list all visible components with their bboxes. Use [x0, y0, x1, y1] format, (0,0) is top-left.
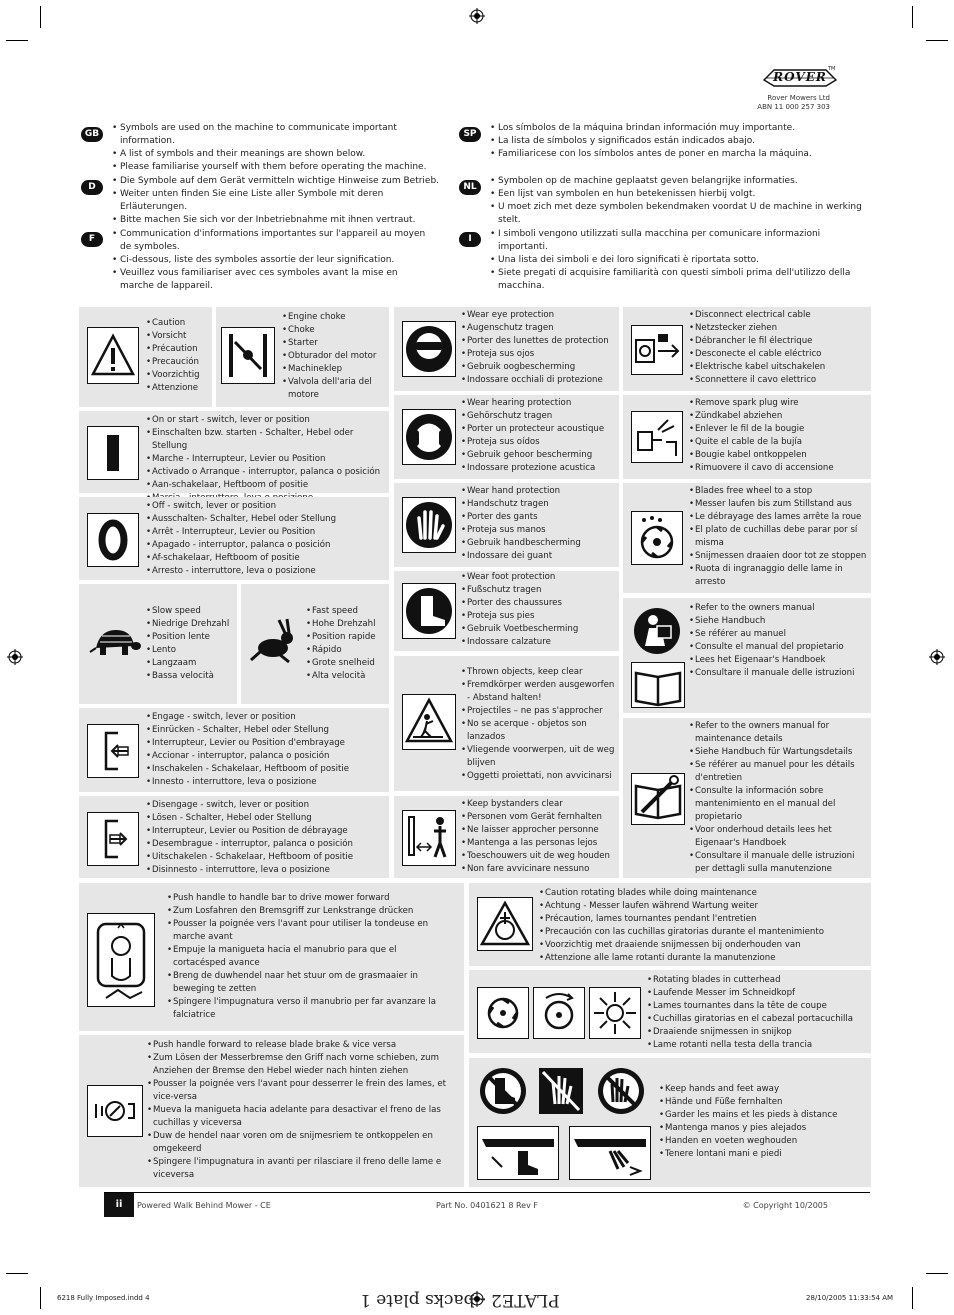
- rabbit-icon: [245, 616, 301, 668]
- symbol-text: • Ausschalten- Schalter, Hebel oder Stellung: [146, 513, 389, 526]
- symbol-text: • Refer to the owners manual for maintenance details: [689, 720, 871, 746]
- symbol-rotating-maintenance: [469, 883, 871, 966]
- boot-icon: [402, 583, 456, 639]
- page-number: ii: [104, 1193, 134, 1217]
- symbol-text: • Disconnect electrical cable: [689, 309, 871, 322]
- blades-free-list: [689, 485, 871, 589]
- symbol-text: • Proteja sus pies: [461, 610, 619, 623]
- disconnect-list: [689, 309, 871, 387]
- symbol-text: • Fast speed: [306, 605, 389, 618]
- intro-item: • Een lijst van symbolen en hun betekenissen hierbij volgt.: [490, 188, 880, 201]
- rover-logo: [762, 66, 838, 88]
- intro-item: • Los símbolos de la máquina brindan información muy importante.: [490, 122, 875, 135]
- symbol-text: • Lames tournantes dans la tête de coupe: [647, 1000, 871, 1013]
- symbol-text: • Lento: [146, 644, 237, 657]
- symbol-text: • Porter des chaussures: [461, 597, 619, 610]
- off-switch-icon: [87, 513, 139, 567]
- symbol-text: • Proteja sus oídos: [461, 436, 619, 449]
- symbol-text: • Quite el cable de la bujía: [689, 436, 871, 449]
- symbol-text: • Augenschutz tragen: [461, 322, 619, 335]
- symbol-slow: [79, 584, 237, 704]
- symbol-text: • Aan-schakelaar, Heftboom of positie: [146, 479, 389, 492]
- plate-label: PLATE2 - backs plate 1: [360, 1290, 560, 1310]
- disconnect-plug-icon: [631, 325, 683, 375]
- spark-plug-icon: [631, 411, 683, 463]
- symbol-text: • El plato de cuchillas debe parar por sí misma: [689, 524, 871, 550]
- symbol-text: • Caution: [146, 317, 212, 330]
- footer-copyright: © Copyright 10/2005: [742, 1201, 828, 1210]
- blade-freewheel-icon: [631, 511, 683, 565]
- maintenance-manual-icon: [631, 773, 685, 825]
- fast-list: [306, 605, 389, 683]
- symbol-text: • Oggetti proiettati, non avvicinarsi: [461, 770, 619, 783]
- intro-gb: [112, 122, 447, 174]
- footer-part-number: Part No. 0401621 8 Rev F: [436, 1201, 538, 1210]
- symbol-text: • Hände und Füße fernhalten: [659, 1096, 871, 1109]
- symbol-text: • Indossare dei guant: [461, 550, 619, 563]
- bystander-icon: [402, 810, 456, 866]
- bystanders-list: [461, 798, 619, 876]
- symbol-eye-protection: [394, 307, 619, 391]
- symbol-text: • Enlever le fil de la bougie: [689, 423, 871, 436]
- company-name: Rover Mowers Ltd: [767, 94, 830, 102]
- foot-list: [461, 571, 619, 649]
- symbol-text: • Snijmessen draaien door tot ze stoppen: [689, 550, 871, 563]
- symbol-maintenance-manual: [623, 718, 871, 878]
- symbol-text: • Handschutz tragen: [461, 498, 619, 511]
- symbol-text: • Interrupteur, Levier ou Position de débrayage: [146, 825, 389, 838]
- symbol-text: • Keep bystanders clear: [461, 798, 619, 811]
- symbol-blades-free-wheel: [623, 483, 871, 593]
- symbol-text: • Keep hands and feet away: [659, 1083, 871, 1096]
- symbol-text: • Disinnesto - interruttore, leva o posizione: [146, 864, 389, 877]
- symbol-blade-brake: [79, 1035, 464, 1187]
- hearing-list: [461, 397, 619, 475]
- symbol-hearing-protection: [394, 395, 619, 479]
- symbol-text: • Position lente: [146, 631, 237, 644]
- intro-item: • Die Symbole auf dem Gerät vermitteln wichtige Hinweise zum Betrieb.: [112, 175, 447, 188]
- symbol-text: • Langzaam: [146, 657, 237, 670]
- push-forward-list: [167, 892, 452, 1022]
- symbol-choke: [216, 307, 389, 407]
- lang-badge-gb: GB: [81, 127, 103, 142]
- symbol-text: • Wear eye protection: [461, 309, 619, 322]
- symbol-text: • Zum Losfahren den Bremsgriff zur Lenkstrange drücken: [167, 905, 452, 918]
- symbol-text: • Machineklep: [282, 363, 389, 376]
- symbol-text: • Le débrayage des lames arrête la roue: [689, 511, 871, 524]
- symbol-text: • Précaution: [146, 343, 212, 356]
- symbol-text: • Indossare calzature: [461, 636, 619, 649]
- company-abn: ABN 11 000 257 303: [757, 103, 830, 111]
- symbol-text: • Zündkabel abziehen: [689, 410, 871, 423]
- foot-under-deck-icon: [477, 1126, 559, 1180]
- symbol-text: • Consultare il manuale delle istruzioni: [689, 667, 871, 680]
- lang-badge-i: I: [459, 232, 481, 247]
- symbol-text: • Mueva la manigueta hacia adelante para desactivar el freno de las cuchillas y viceversa: [147, 1104, 452, 1130]
- intro-item: • Please familiarise yourself with them before operating the machine.: [112, 161, 447, 174]
- off-list: [146, 500, 389, 578]
- symbol-text: • Breng de duwhendel naar het stuur om de grasmaaier in beweging te zetten: [167, 970, 452, 996]
- symbol-text: • Fremdkörper werden ausgeworfen - Abstand halten!: [461, 679, 619, 705]
- engage-list: [146, 711, 389, 789]
- footer-title: Powered Walk Behind Mower - CE: [137, 1201, 271, 1210]
- thrown-objects-icon: [402, 694, 456, 750]
- symbol-text: • Consulte la información sobre mantenimiento en el manual del propietario: [689, 785, 871, 824]
- crop-mark: [912, 1287, 913, 1309]
- symbol-text: • Arrêt - Interrupteur, Levier ou Position: [146, 526, 389, 539]
- registration-mark-icon: [469, 8, 485, 24]
- intro-item: • Weiter unten finden Sie eine Liste aller Symbole mit deren Erläuterungen.: [112, 188, 447, 214]
- symbol-text: • Af-schakelaar, Heftboom of positie: [146, 552, 389, 565]
- symbol-text: • Disengage - switch, lever or position: [146, 799, 389, 812]
- symbol-text: • Inschakelen - Schakelaar, Heftboom of positie: [146, 763, 389, 776]
- symbol-text: • Marche - Interrupteur, Levier ou Position: [146, 453, 389, 466]
- symbol-text: • Attenzione: [146, 382, 212, 395]
- registration-mark-icon: [929, 649, 945, 665]
- no-hands-icon: [535, 1064, 587, 1118]
- intro-item: • Symbols are used on the machine to communicate important information.: [112, 122, 447, 148]
- symbol-text: • Blades free wheel to a stop: [689, 485, 871, 498]
- intro-item: • A list of symbols and their meanings are shown below.: [112, 148, 447, 161]
- symbol-text: • Arresto - interruttore, leva o posizione: [146, 565, 389, 578]
- read-manual-icon: [631, 606, 683, 656]
- intro-item: • I simboli vengono utilizzati sulla macchina per comunicare informazioni importanti.: [490, 228, 865, 254]
- symbol-text: • Pousser la poignée vers l'avant pour desserrer le frein des lames, et vice-versa: [147, 1078, 452, 1104]
- intro-item: • Bitte machen Sie sich vor der Inbetriebnahme mit ihnen vertraut.: [112, 214, 447, 227]
- hand-under-deck-icon: [569, 1126, 651, 1180]
- symbol-text: • Engage - switch, lever or position: [146, 711, 389, 724]
- symbol-text: • Messer laufen bis zum Stillstand aus: [689, 498, 871, 511]
- symbol-text: • Bougie kabel ontkoppelen: [689, 449, 871, 462]
- symbol-text: • Voor onderhoud details lees het Eigenaar's Handboek: [689, 824, 871, 850]
- intro-i: [490, 228, 865, 293]
- symbol-text: • Ruota di ingranaggio delle lame in arresto: [689, 563, 871, 589]
- symbol-text: • Starter: [282, 337, 389, 350]
- intro-item: • Communication d'informations importantes sur l'appareil au moyen de symboles.: [112, 228, 432, 254]
- symbol-text: • Ne laisser approcher personne: [461, 824, 619, 837]
- symbol-text: • Laufende Messer im Schneidkopf: [647, 987, 871, 1000]
- eye-list: [461, 309, 619, 387]
- intro-item: • Familiaricese con los símbolos antes de poner en marcha la máquina.: [490, 148, 875, 161]
- symbol-text: • Sconnettere il cavo elettrico: [689, 374, 871, 387]
- symbol-text: • Cuchillas giratorias en el cabezal portacuchilla: [647, 1013, 871, 1026]
- crop-mark: [926, 40, 948, 41]
- blade-brake-icon: [87, 1085, 143, 1137]
- slow-list: [146, 605, 237, 683]
- no-touch-icon: [595, 1064, 647, 1118]
- choke-list: [282, 311, 389, 402]
- symbol-text: • Proteja sus manos: [461, 524, 619, 537]
- symbol-text: • Porter des gants: [461, 511, 619, 524]
- hearing-protection-icon: [402, 409, 456, 465]
- intro-item: • La lista de símbolos y significados están indicados abajo.: [490, 135, 875, 148]
- spark-list: [689, 397, 871, 475]
- crop-mark: [6, 40, 28, 41]
- on-switch-icon: [87, 426, 139, 480]
- symbol-text: • Projectiles – ne pas s'approcher: [461, 705, 619, 718]
- symbol-text: • Duw de hendel naar voren om de snijmesriem te ontkoppelen en omgekeerd: [147, 1130, 452, 1156]
- company-info: [730, 94, 830, 112]
- symbol-text: • Engine choke: [282, 311, 389, 324]
- symbol-text: • Innesto - interruttore, leva o posizione: [146, 776, 389, 789]
- symbol-text: • Indossare protezione acustica: [461, 462, 619, 475]
- symbol-text: • Precaución con las cuchillas giratorias durante el mantenimiento: [539, 926, 871, 939]
- intro-item: • Siete pregati di acquisire familiarità con questi simboli prima dell'utilizzo della macchina.: [490, 267, 865, 293]
- symbol-text: • Siehe Handbuch: [689, 615, 871, 628]
- crop-mark: [926, 1273, 948, 1274]
- symbol-text: • Mantenga manos y pies alejados: [659, 1122, 871, 1135]
- symbol-owners-manual: [623, 598, 871, 713]
- rotating-maint-list: [539, 887, 871, 965]
- symbol-text: • Garder les mains et les pieds à distance: [659, 1109, 871, 1122]
- symbol-text: • Einrücken - Schalter, Hebel oder Stellung: [146, 724, 389, 737]
- intro-sp: [490, 122, 875, 161]
- symbol-text: • Rápido: [306, 644, 389, 657]
- symbol-text: • Achtung - Messer laufen während Wartung weiter: [539, 900, 871, 913]
- symbol-foot-protection: [394, 571, 619, 651]
- symbol-text: • Spingere l'impugnatura verso il manubrio per far avanzare la falciatrice: [167, 996, 452, 1022]
- symbol-text: • Obturador del motor: [282, 350, 389, 363]
- eye-protection-icon: [402, 321, 456, 377]
- lang-badge-d: D: [81, 180, 103, 195]
- glove-icon: [402, 497, 456, 553]
- symbol-text: • Push handle forward to release blade brake & vice versa: [147, 1039, 452, 1052]
- crop-mark: [40, 1287, 41, 1309]
- symbol-text: • Wear hand protection: [461, 485, 619, 498]
- symbol-text: • Wear foot protection: [461, 571, 619, 584]
- symbol-text: • Elektrische kabel uitschakelen: [689, 361, 871, 374]
- symbol-text: • Wear hearing protection: [461, 397, 619, 410]
- registration-mark-icon: [7, 649, 23, 665]
- intro-item: • Ci-dessous, liste des symboles assortie der leur signification.: [112, 254, 432, 267]
- intro-nl: [490, 175, 880, 227]
- symbol-text: • Einschalten bzw. starten - Schalter, Hebel oder Stellung: [146, 427, 389, 453]
- symbol-text: • Caution rotating blades while doing maintenance: [539, 887, 871, 900]
- cutterhead-icon: [477, 987, 529, 1039]
- symbol-text: • Remove spark plug wire: [689, 397, 871, 410]
- symbol-text: • Attenzione alle lame rotanti durante la manutenzione: [539, 952, 871, 965]
- slug-date: 28/10/2005 11:33:54 AM: [806, 1294, 894, 1302]
- symbol-text: • Apagado - interruptor, palanca o posición: [146, 539, 389, 552]
- symbol-text: • Voorzichtig met draaiende snijmessen bij onderhouden van: [539, 939, 871, 952]
- symbol-text: • Hohe Drehzahl: [306, 618, 389, 631]
- symbol-text: • Mantenga a las personas lejos: [461, 837, 619, 850]
- symbol-text: • Consulte el manual del propietario: [689, 641, 871, 654]
- symbol-text: • Spingere l'impugnatura in avanti per rilasciare il freno delle lame e viceversa: [147, 1156, 452, 1182]
- caution-icon: [87, 327, 139, 384]
- symbol-text: • Desconecte el cable eléctrico: [689, 348, 871, 361]
- symbol-caution: [79, 307, 212, 407]
- symbol-text: • Siehe Handbuch für Wartungsdetails: [689, 746, 871, 759]
- intro-item: • Una lista dei simboli e dei loro significati è riportata sotto.: [490, 254, 865, 267]
- symbol-text: • Rimuovere il cavo di accensione: [689, 462, 871, 475]
- symbol-text: • Slow speed: [146, 605, 237, 618]
- symbol-text: • Desembrague - interruptor, palanca o posición: [146, 838, 389, 851]
- symbol-rotating-blades: [469, 970, 871, 1053]
- lang-badge-sp: SP: [459, 127, 481, 142]
- engage-icon: [87, 724, 139, 778]
- symbol-text: • Push handle to handle bar to drive mower forward: [167, 892, 452, 905]
- symbol-text: • Gebruik handbescherming: [461, 537, 619, 550]
- symbol-text: • No se acerque - objetos son lanzados: [461, 718, 619, 744]
- intro-f: [112, 228, 432, 293]
- symbol-text: • Vorsicht: [146, 330, 212, 343]
- symbol-on: [79, 411, 389, 493]
- symbol-text: • Porter un protecteur acoustique: [461, 423, 619, 436]
- symbol-text: • Personen vom Gerät fernhalten: [461, 811, 619, 824]
- symbol-thrown-objects: [394, 656, 619, 791]
- symbol-text: • Accionar - interruptor, palanca o posición: [146, 750, 389, 763]
- symbol-text: • Rotating blades in cutterhead: [647, 974, 871, 987]
- symbol-disengage: [79, 796, 389, 878]
- logo-text: ROVER: [773, 70, 827, 84]
- crop-mark: [6, 1273, 28, 1274]
- symbol-text: • Se référer au manuel: [689, 628, 871, 641]
- symbol-text: • Débrancher le fil électrique: [689, 335, 871, 348]
- caution-list: [146, 317, 212, 395]
- symbol-text: • Thrown objects, keep clear: [461, 666, 619, 679]
- disengage-list: [146, 799, 389, 877]
- crop-mark: [40, 6, 41, 28]
- intro-item: • Veuillez vous familiariser avec ces symboles avant la mise en marche de lappareil.: [112, 267, 432, 293]
- symbol-disconnect: [623, 307, 871, 391]
- symbol-text: • Lees het Eigenaar's Handboek: [689, 654, 871, 667]
- no-feet-icon: [477, 1064, 529, 1118]
- symbol-text: • Bassa velocità: [146, 670, 237, 683]
- symbol-text: • Niedrige Drehzahl: [146, 618, 237, 631]
- symbol-text: • Gebruik gehoor bescherming: [461, 449, 619, 462]
- on-list: [146, 414, 389, 505]
- symbol-text: • Indossare occhiali di protezione: [461, 374, 619, 387]
- symbol-text: • Precaución: [146, 356, 212, 369]
- symbol-text: • Valvola dell'aria del motore: [282, 376, 389, 402]
- slug-file: 6218 Fully Imposed.indd 4: [57, 1294, 150, 1302]
- symbol-text: • Gehörschutz tragen: [461, 410, 619, 423]
- symbol-text: • Précaution, lames tournantes pendant l'entretien: [539, 913, 871, 926]
- choke-icon: [221, 327, 275, 384]
- rotating-list: [647, 974, 871, 1052]
- blade-brake-list: [147, 1039, 452, 1182]
- symbol-engage: [79, 708, 389, 792]
- symbol-text: • Refer to the owners manual: [689, 602, 871, 615]
- symbol-text: • Gebruik Voetbescherming: [461, 623, 619, 636]
- drive-handle-icon: [87, 913, 155, 1007]
- symbol-text: • Fußschutz tragen: [461, 584, 619, 597]
- symbol-text: • Gebruik oogbescherming: [461, 361, 619, 374]
- symbol-text: • Alta velocità: [306, 670, 389, 683]
- book-icon: [631, 662, 685, 708]
- thrown-list: [461, 666, 619, 783]
- manual-list: [689, 602, 871, 680]
- trademark: TM: [828, 66, 836, 72]
- maintenance-list: [689, 720, 871, 876]
- crop-mark: [912, 6, 913, 28]
- symbol-text: • Vliegende voorwerpen, uit de weg blijven: [461, 744, 619, 770]
- symbol-hands-feet: [469, 1058, 871, 1187]
- symbol-text: • Lame rotanti nella testa della trancia: [647, 1039, 871, 1052]
- symbol-text: • Choke: [282, 324, 389, 337]
- symbol-text: • Tenere lontani mani e piedi: [659, 1148, 871, 1161]
- symbol-text: • Porter des lunettes de protection: [461, 335, 619, 348]
- symbol-text: • Consultare il manuale delle istruzioni per dettagli sulla manutenzione: [689, 850, 871, 876]
- symbol-text: • Pousser la poignée vers l'avant pour utiliser la tondeuse en marche avant: [167, 918, 452, 944]
- symbol-text: • Voorzichtig: [146, 369, 212, 382]
- symbol-hand-protection: [394, 483, 619, 567]
- symbol-text: • Interrupteur, Levier ou Position d'embrayage: [146, 737, 389, 750]
- symbol-text: • Uitschakelen - Schakelaar, Heftboom of positie: [146, 851, 389, 864]
- symbol-text: • Proteja sus ojos: [461, 348, 619, 361]
- symbol-fast: [241, 584, 389, 704]
- cutterhead-arrow-icon: [533, 987, 585, 1039]
- turtle-icon: [86, 616, 142, 668]
- symbol-off: [79, 497, 389, 580]
- rotating-blade-warning-icon: [477, 897, 533, 951]
- symbol-text: • On or start - switch, lever or position: [146, 414, 389, 427]
- symbol-text: • Toeschouwers uit de weg houden: [461, 850, 619, 863]
- symbol-push-forward: [79, 883, 464, 1031]
- lang-badge-f: F: [81, 232, 103, 247]
- symbol-text: • Grote snelheid: [306, 657, 389, 670]
- symbol-text: • Se référer au manuel pour les détails d'entretien: [689, 759, 871, 785]
- symbol-text: • Non fare avvicinare nessuno: [461, 863, 619, 876]
- intro-item: • Symbolen op de machine geplaatst geven belangrijke informaties.: [490, 175, 880, 188]
- symbol-text: • Off - switch, lever or position: [146, 500, 389, 513]
- symbol-text: • Netzstecker ziehen: [689, 322, 871, 335]
- symbol-text: • Activado o Arranque - interruptor, palanca o posición: [146, 466, 389, 479]
- symbol-text: • Empuje la manigueta hacia el manubrio para que el cortacésped avance: [167, 944, 452, 970]
- intro-item: • U moet zich met deze symbolen bekendmaken voordat U de machine in werking stelt.: [490, 201, 880, 227]
- symbol-bystanders: [394, 796, 619, 878]
- hand-list: [461, 485, 619, 563]
- page-footer: [104, 1192, 870, 1217]
- disengage-icon: [87, 812, 139, 866]
- symbol-text: • Lösen - Schalter, Hebel oder Stellung: [146, 812, 389, 825]
- symbol-spark-plug: [623, 395, 871, 479]
- symbol-text: • Zum Lösen der Messerbremse den Griff nach vorne schieben, zum Anziehen der Bremse den Hebel wieder nach hinten ziehen: [147, 1052, 452, 1078]
- blade-star-icon: [589, 987, 641, 1039]
- symbol-text: • Handen en voeten weghouden: [659, 1135, 871, 1148]
- symbol-text: • Draaiende snijmessen in snijkop: [647, 1026, 871, 1039]
- symbol-text: • Position rapide: [306, 631, 389, 644]
- lang-badge-nl: NL: [459, 180, 481, 195]
- hands-feet-list: [659, 1083, 871, 1161]
- intro-d: [112, 175, 447, 227]
